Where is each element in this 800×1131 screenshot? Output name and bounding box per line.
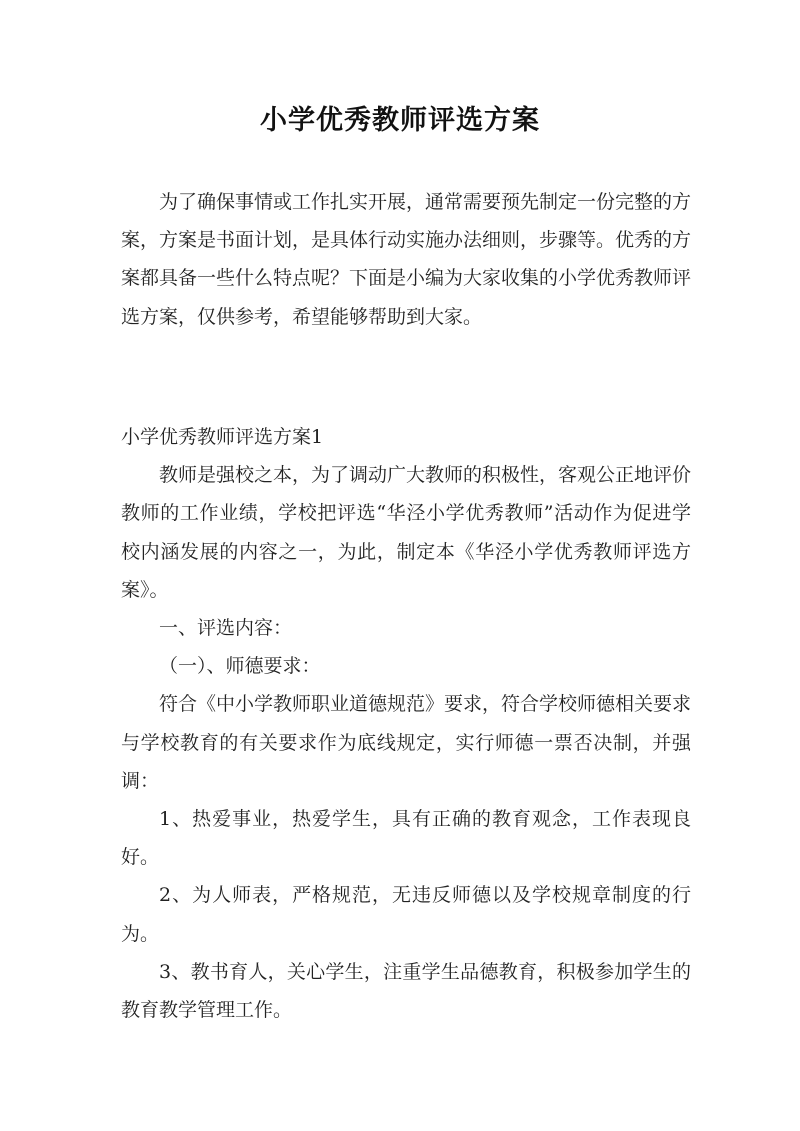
paragraph-1: 教师是强校之本，为了调动广大教师的积极性，客观公正地评价教师的工作业绩，学校把评选“华泾小学优秀教师”活动作为促进学校内涵发展的内容之一，为此，制定本《华泾小学优秀教师评选方案》。 (121, 464, 692, 601)
paragraph-7: 3、教书育人，关心学生，注重学生品德教育，积极参加学生的教育教学管理工作。 (121, 960, 691, 1022)
paragraph-6: 2、为人师表，严格规范，无违反师德以及学校规章制度的行为。 (121, 884, 691, 945)
intro-paragraph: 为了确保事情或工作扎实开展，通常需要预先制定一份完整的方案，方案是书面计划，是具体行动实施办法细则，步骤等。优秀的方案都具备一些什么特点呢？下面是小编为大家收集的小学优秀教师评选方案，仅供参考，希望能够帮助到大家。 (121, 191, 692, 328)
paragraph-3: （一）、师德要求： (159, 655, 321, 678)
paragraph-4: 符合《中小学教师职业道德规范》要求，符合学校师德相关要求与学校教育的有关要求作为底线规定，实行师德一票否决制，并强调： (121, 693, 692, 792)
section-1 (121, 418, 691, 1029)
section-heading: 小学优秀教师评选方案1 (121, 426, 324, 448)
paragraph-5: 1、热爱事业，热爱学生，具有正确的教育观念，工作表现良好。 (121, 808, 691, 869)
document-title: 小学优秀教师评选方案 (260, 105, 540, 136)
intro-block (121, 183, 691, 336)
paragraph-2: 一、评选内容： (159, 617, 293, 640)
